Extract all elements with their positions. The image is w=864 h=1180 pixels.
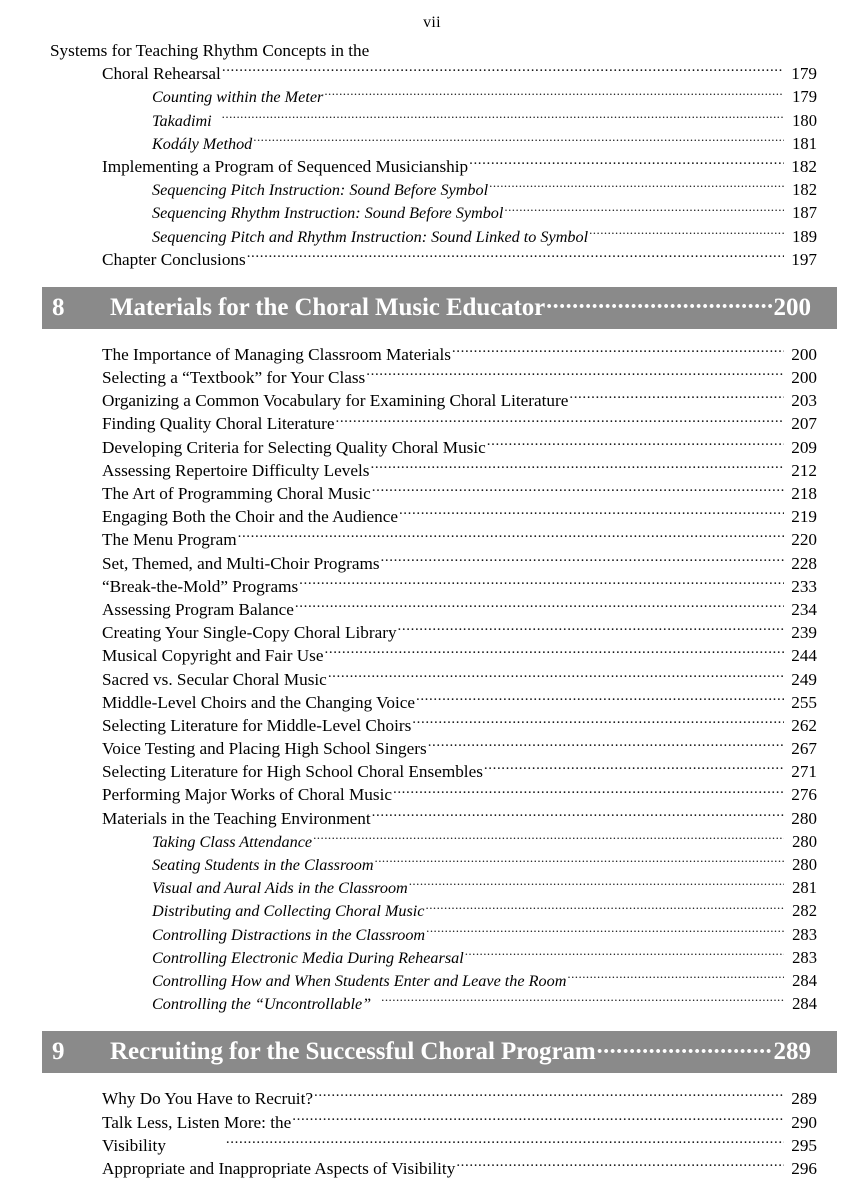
toc-entry-title: Implementing a Program of Sequenced Musicianship [102, 156, 469, 176]
dot-leader [292, 1110, 784, 1127]
chapter-title: Materials for the Choral Music Educator [110, 293, 546, 321]
toc-entry-page: 209 [791, 437, 817, 457]
dot-leader [393, 783, 784, 800]
dot-leader [416, 691, 784, 708]
toc-entry-title: Talk Less, Listen More: the [102, 1112, 292, 1132]
dot-leader [426, 922, 784, 939]
toc-entry[interactable] [152, 899, 817, 922]
dot-leader [487, 435, 784, 452]
dot-leader [328, 667, 784, 684]
toc-entry-title: The Menu Program [102, 530, 237, 550]
toc-entry[interactable] [102, 598, 817, 621]
dot-leader [366, 366, 784, 383]
dot-leader [247, 248, 784, 265]
toc-entry-page: 280 [791, 808, 817, 828]
toc-entry-title: Developing Criteria for Selecting Quality Choral Music [102, 437, 486, 457]
toc-entry[interactable] [152, 992, 817, 1015]
toc-entry-title: “Break-the-Mold” Programs [102, 576, 299, 596]
dot-leader [295, 598, 784, 615]
toc-entry-page: 271 [791, 762, 817, 782]
toc-entry-page: 234 [791, 599, 817, 619]
dot-leader [226, 1134, 784, 1151]
dot-leader [222, 108, 784, 125]
dot-leader [452, 343, 784, 360]
toc-entry-title: Counting within the Meter [152, 88, 324, 107]
chapter-header-9[interactable] [42, 1031, 837, 1073]
toc-entry-title: Voice Testing and Placing High School Singers [102, 739, 427, 759]
toc-entry-page: 283 [792, 947, 817, 967]
toc-entry-title: Selecting Literature for Middle-Level Choirs [102, 715, 412, 735]
toc-entry[interactable] [102, 621, 817, 644]
toc-entry-page: 244 [791, 646, 817, 666]
toc-entry[interactable] [152, 876, 817, 899]
toc-entry[interactable] [152, 830, 817, 853]
toc-entry[interactable] [102, 1134, 817, 1157]
dot-leader [412, 714, 784, 731]
page-folio-number: vii [423, 14, 441, 31]
toc-entry-title: Distributing and Collecting Choral Music [152, 902, 425, 921]
dot-leader [324, 85, 784, 102]
chapter-title: Recruiting for the Successful Choral Program [110, 1038, 596, 1066]
toc-entry[interactable] [102, 1087, 817, 1110]
toc-entry[interactable] [152, 85, 817, 108]
toc-entry-title: Engaging Both the Choir and the Audience [102, 507, 398, 527]
toc-entry-page: 218 [791, 484, 817, 503]
dot-leader [253, 132, 784, 149]
toc-entry[interactable] [152, 853, 817, 876]
toc-entry[interactable] [102, 412, 817, 435]
spacer [50, 1015, 817, 1031]
toc-entry-page: 282 [792, 901, 817, 921]
spacer [50, 271, 817, 287]
toc-entry-title: The Art of Programming Choral Music [102, 484, 371, 503]
chapter-number: 9 [52, 1038, 65, 1066]
toc-entry-title: Musical Copyright and Fair Use [102, 646, 324, 666]
toc-entry-page: 182 [791, 156, 817, 176]
dot-leader [325, 644, 785, 661]
chapter-number: 8 [52, 293, 65, 321]
toc-entry-page: 197 [791, 249, 817, 269]
toc-entry-title: Controlling the “Uncontrollable” [152, 995, 372, 1014]
dot-leader [370, 459, 784, 476]
toc-entry-page: 280 [792, 855, 817, 874]
toc-entry-page: 281 [792, 878, 817, 898]
toc-entry-page: 284 [792, 994, 817, 1014]
dot-leader [484, 760, 784, 777]
toc-entry[interactable] [152, 946, 817, 969]
toc-entry-title: Kodály Method [152, 134, 253, 153]
dot-leader [426, 899, 785, 916]
chapter-header-8[interactable] [42, 287, 837, 329]
toc-entry[interactable] [102, 806, 817, 829]
dot-leader [589, 224, 784, 241]
dot-leader [238, 528, 784, 545]
toc-entry[interactable] [152, 922, 817, 945]
dot-leader [409, 876, 784, 893]
dot-leader [372, 806, 784, 823]
toc-entry-page: 182 [792, 180, 817, 200]
toc-entry[interactable] [102, 366, 817, 389]
toc-entry[interactable] [102, 389, 817, 412]
toc-entry-title: Sacred vs. Secular Choral Music [102, 669, 327, 689]
toc-entry-page: 296 [791, 1158, 817, 1178]
toc-entry[interactable] [152, 201, 817, 224]
toc-entry[interactable] [102, 760, 817, 783]
toc-entry-page: 262 [791, 715, 817, 735]
toc-entry-page: 181 [792, 133, 817, 153]
dot-leader [489, 178, 784, 195]
toc-entry-title: Controlling How and When Students Enter and Leave the Room [152, 971, 567, 990]
toc-entry[interactable] [102, 155, 817, 178]
toc-entry[interactable] [102, 528, 817, 551]
toc-entry-title: Middle-Level Choirs and the Changing Voice [102, 692, 415, 712]
toc-entry[interactable] [102, 343, 817, 366]
toc-entry[interactable] [102, 783, 817, 806]
dot-leader [465, 946, 784, 963]
toc-entry[interactable] [102, 459, 817, 482]
toc-entry-title: Visibility [102, 1135, 166, 1155]
toc-entry[interactable] [152, 178, 817, 201]
dot-leader [428, 737, 784, 754]
toc-entry-page: 203 [791, 391, 817, 411]
toc-entry-page: 228 [791, 553, 817, 573]
toc-entry-title: Visual and Aural Aids in the Classroom [152, 879, 408, 898]
dot-leader [313, 830, 784, 847]
toc-entry[interactable] [102, 1157, 817, 1180]
dot-leader [597, 1044, 773, 1060]
toc-entry[interactable] [152, 108, 817, 131]
toc-entry-page: 239 [791, 623, 817, 643]
toc-entry[interactable] [152, 224, 817, 247]
toc-entry-page: 284 [792, 970, 817, 990]
toc-entry[interactable] [152, 969, 817, 992]
toc-entry-page: 290 [791, 1112, 817, 1132]
toc-entry-title: The Importance of Managing Classroom Materials [102, 344, 451, 364]
toc-entry-page: 280 [792, 831, 817, 851]
toc-entry-page: 233 [791, 576, 817, 596]
spacer [50, 329, 817, 343]
toc-entry-page: 179 [791, 64, 817, 84]
spacer [50, 1073, 817, 1087]
dot-leader [335, 412, 784, 429]
toc-entry-page: 189 [792, 226, 817, 246]
toc-entry-title: Choral Rehearsal [102, 64, 221, 84]
dot-leader [372, 482, 784, 499]
toc-entry-page: 267 [791, 739, 817, 759]
toc-entry-title: Selecting a “Textbook” for Your Class [102, 368, 366, 388]
chapter-9-entries [50, 1087, 817, 1180]
continued-section [50, 40, 817, 271]
toc-entry-title: Controlling Distractions in the Classroom [152, 925, 426, 944]
toc-entry-page: 295 [791, 1135, 817, 1155]
toc-entry[interactable] [102, 691, 817, 714]
chapter-page: 289 [773, 1038, 811, 1066]
dot-leader [299, 575, 784, 592]
toc-entry-page: 283 [792, 924, 817, 944]
toc-entry-title: Takadimi [152, 111, 212, 130]
toc-entry-title: Why Do You Have to Recruit? [102, 1089, 313, 1109]
toc-entry-title: Sequencing Pitch and Rhythm Instruction: Sound Linked to Symbol [152, 227, 589, 246]
chapter-8-entries [50, 343, 817, 1015]
toc-entry-page: 200 [791, 344, 817, 364]
toc-entry-title: Seating Students in the Classroom [152, 856, 374, 874]
toc-entry-page: 219 [791, 507, 817, 527]
dot-leader [546, 300, 772, 316]
toc-entry-page: 179 [792, 87, 817, 107]
toc-entry-title: Sequencing Rhythm Instruction: Sound Before Symbol [152, 204, 504, 223]
dot-leader [222, 62, 784, 79]
toc-entry[interactable] [102, 714, 817, 737]
toc-entry-title: Appropriate and Inappropriate Aspects of Visibility [102, 1158, 456, 1178]
dot-leader [504, 201, 784, 218]
chapter-page: 200 [773, 293, 811, 321]
toc-entry-title: Set, Themed, and Multi-Choir Programs [102, 553, 380, 573]
toc-entry-title: Assessing Repertoire Difficulty Levels [102, 460, 370, 480]
toc-entry[interactable] [102, 551, 817, 574]
toc-body [0, 40, 864, 1180]
toc-entry-title: Taking Class Attendance [152, 832, 313, 851]
dot-leader [456, 1157, 784, 1174]
toc-entry[interactable] [152, 132, 817, 155]
toc-entry-title: Chapter Conclusions [102, 249, 246, 269]
toc-entry-title: Creating Your Single-Copy Choral Library [102, 623, 397, 643]
toc-entry-title: Materials in the Teaching Environment [102, 808, 371, 828]
toc-entry-page: 200 [791, 368, 817, 388]
toc-entry-page: 180 [792, 110, 817, 130]
toc-entry[interactable] [102, 667, 817, 690]
dot-leader [569, 389, 784, 406]
toc-entry[interactable] [102, 575, 817, 598]
toc-entry-title: Controlling Electronic Media During Rehearsal [152, 948, 464, 967]
toc-entry-page: 187 [792, 203, 817, 223]
toc-entry-title: Sequencing Pitch Instruction: Sound Before Symbol [152, 181, 489, 200]
toc-entry[interactable] [102, 248, 817, 271]
dot-leader [314, 1087, 784, 1104]
toc-entry[interactable] [102, 505, 817, 528]
dot-leader [375, 853, 784, 870]
toc-entry[interactable] [102, 644, 817, 667]
toc-entry[interactable] [102, 1110, 817, 1133]
toc-entry-page: 212 [791, 460, 817, 480]
dot-leader [567, 969, 784, 986]
toc-entry-page: 220 [791, 530, 817, 550]
toc-entry-page: 289 [791, 1089, 817, 1109]
toc-entry-page: 255 [791, 692, 817, 712]
dot-leader [381, 551, 784, 568]
dot-leader [399, 505, 784, 522]
continued-section-heading: Systems for Teaching Rhythm Concepts in the [50, 41, 370, 60]
toc-entry[interactable] [102, 435, 817, 458]
dot-leader [398, 621, 784, 638]
toc-entry[interactable] [102, 62, 817, 85]
toc-entry-page: 249 [791, 669, 817, 689]
toc-entry-title: Organizing a Common Vocabulary for Examining Choral Literature [102, 391, 569, 411]
dot-leader [469, 155, 784, 172]
toc-entry-title: Selecting Literature for High School Choral Ensembles [102, 762, 483, 782]
dot-leader [381, 992, 784, 1009]
toc-entry-page: 276 [791, 785, 817, 805]
toc-entry-title: Performing Major Works of Choral Music [102, 785, 392, 805]
toc-entry[interactable] [102, 737, 817, 760]
toc-entry-page: 207 [791, 414, 817, 434]
toc-entry[interactable] [102, 482, 817, 505]
toc-entry-title: Assessing Program Balance [102, 599, 294, 619]
toc-entry-title: Finding Quality Choral Literature [102, 414, 335, 434]
